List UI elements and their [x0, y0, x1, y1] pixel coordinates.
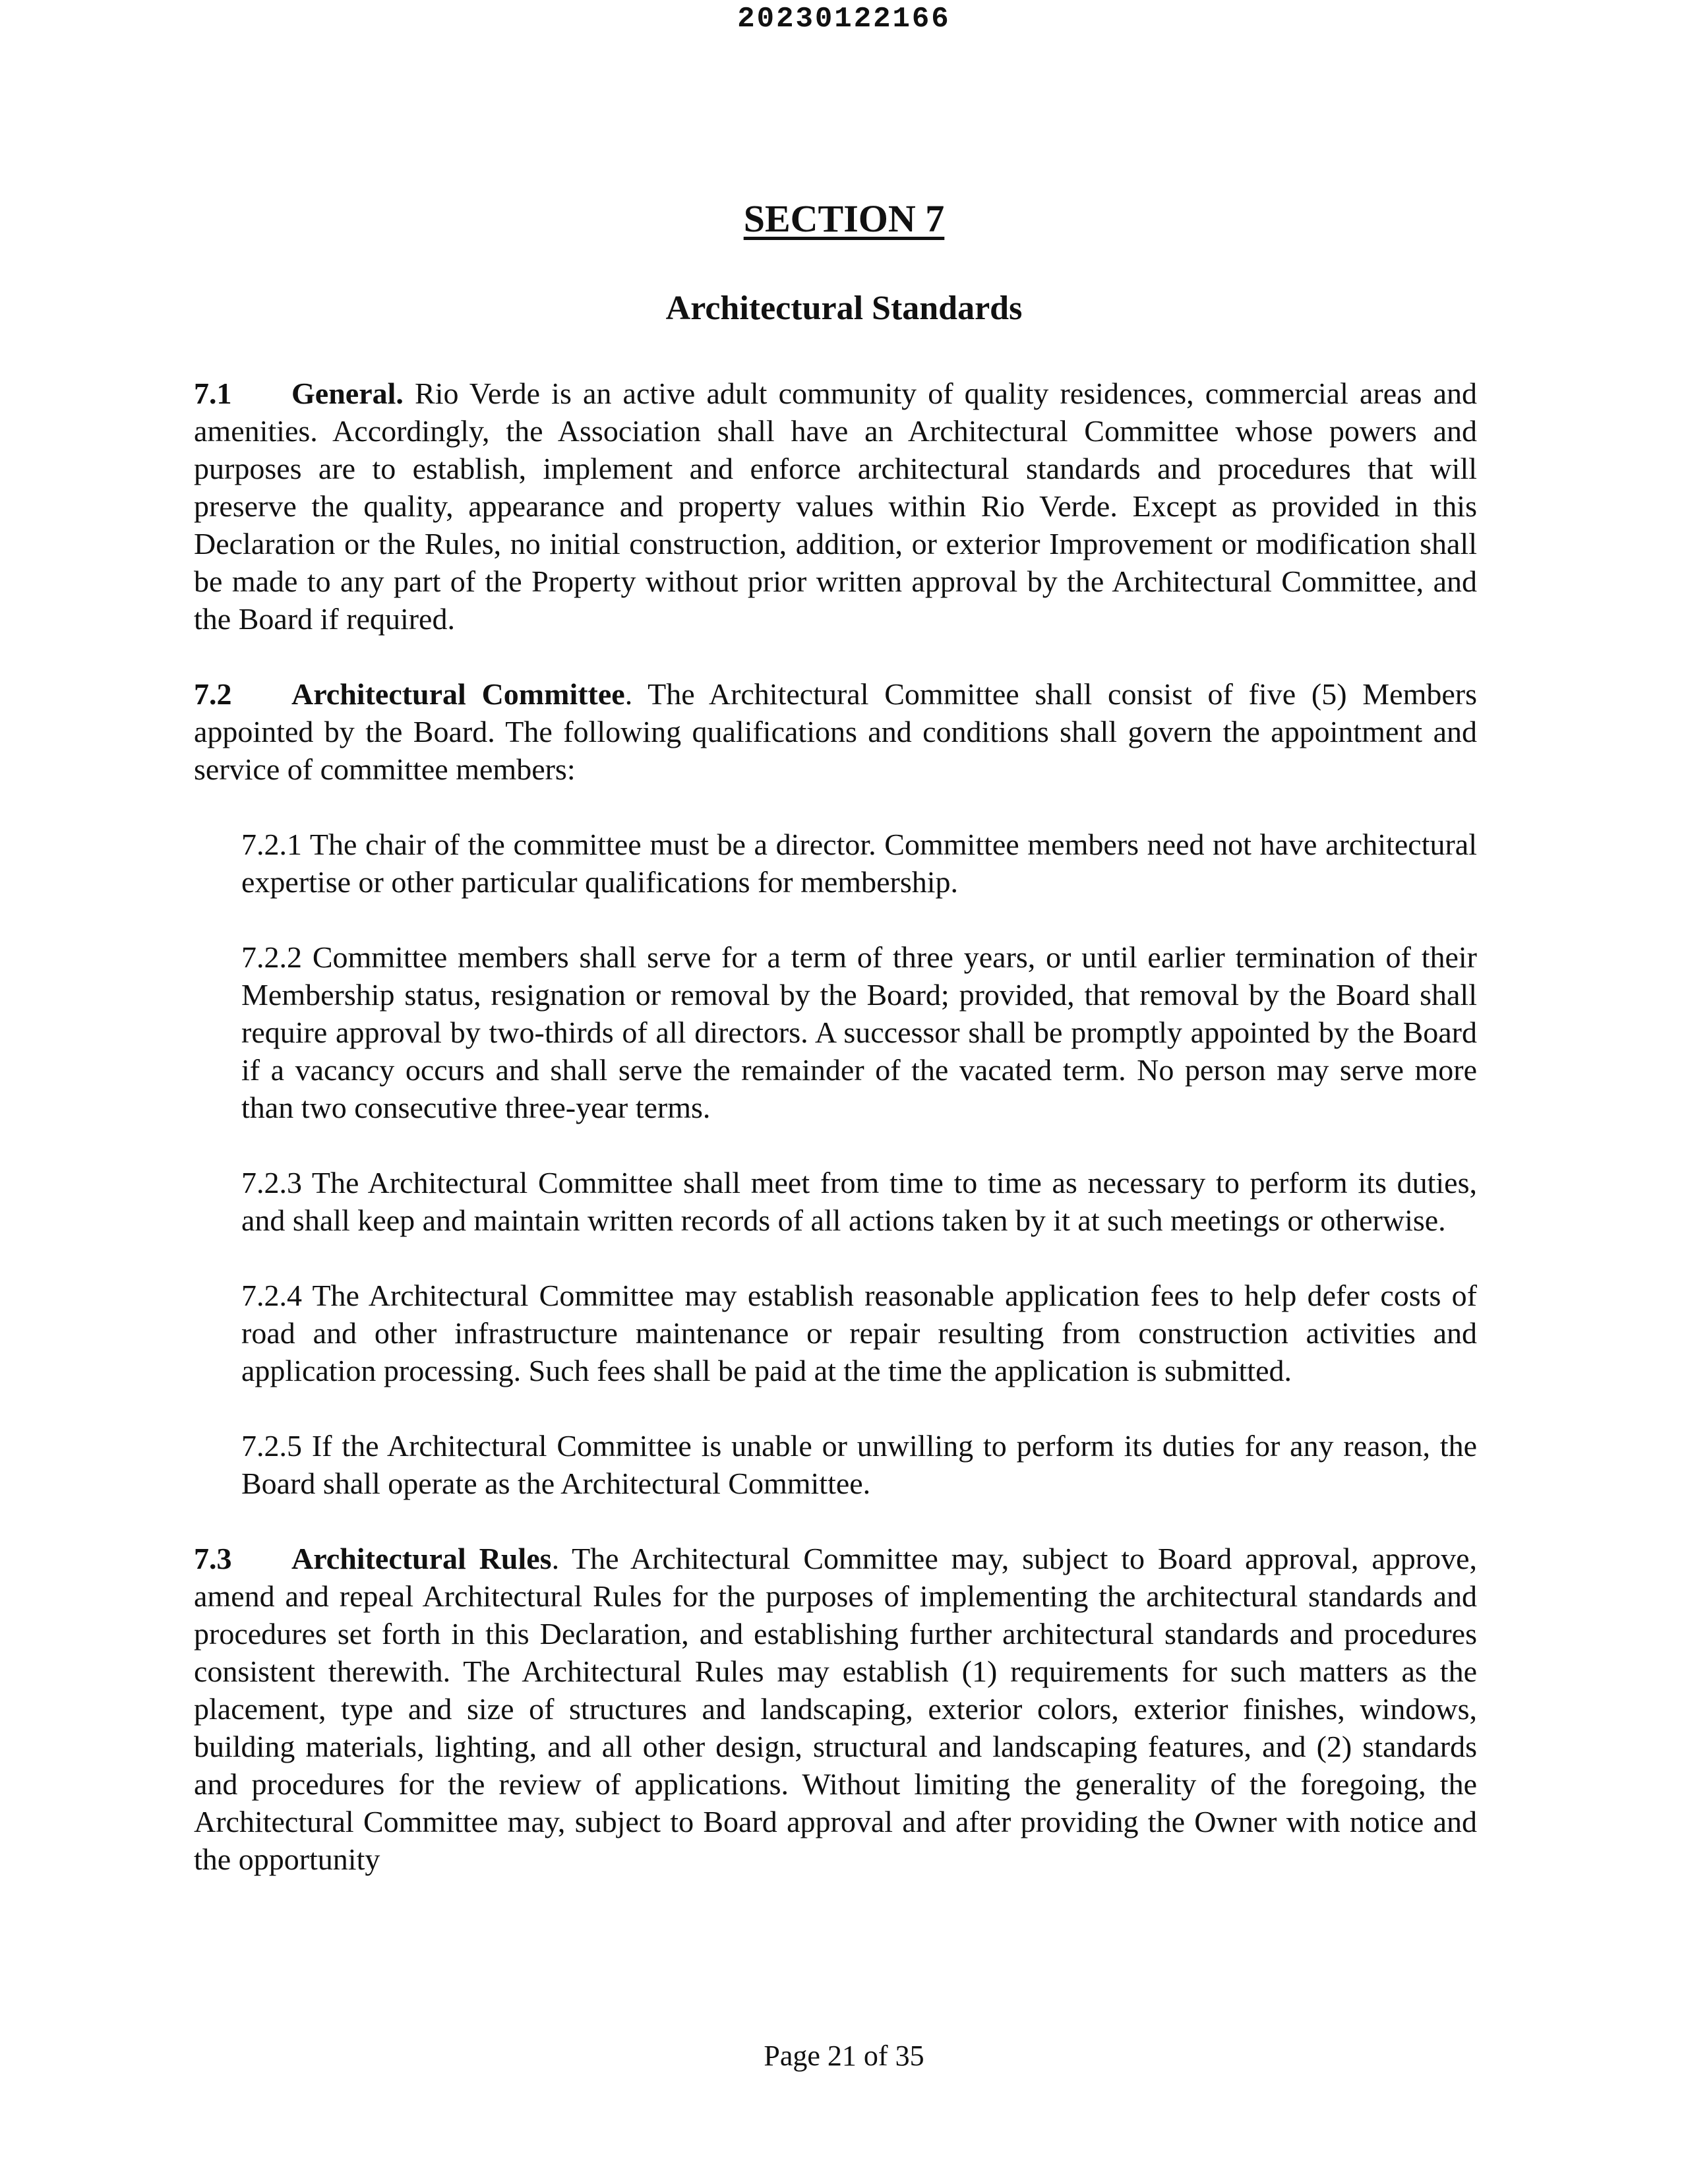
paragraph-text: . The Architectural Committee may, subject to Board approval, approve, amend and repeal Architectural Rules for the purposes of implementing the architectural standards and procedures set forth in this Declaration, and establishing further architectural standards and procedures consistent therewith. The Architectural Rules may establish (1) requirements for such matters as the placement, type and size of structures and landscaping, exterior colors, exterior finishes, windows, building materials, lighting, and all other design, structural and landscaping features, and (2) standards and procedures for the review of applications. Without limiting the generality of the foregoing, the Architectural Committee may, subject to Board approval and after providing the Owner with notice and the opportunity [194, 1542, 1478, 1876]
paragraph-number: 7.3 [194, 1542, 232, 1575]
subparagraph-7-2-5: 7.2.5 If the Architectural Committee is unable or unwilling to perform its duties for any reason, the Board shall operate as the Architectural Committee. [241, 1429, 1477, 1500]
paragraph-heading: General. [291, 377, 404, 410]
paragraph-7-2 [194, 675, 1477, 788]
paragraph-text: Rio Verde is an active adult community of quality residences, commercial areas and amenities. Accordingly, the Association shall have an Architectural Committee whose powers and purposes are to establish, implement and enforce architectural standards and procedures that will preserve the quality, appearance and property values within Rio Verde. Except as provided in this Declaration or the Rules, no initial construction, addition, or exterior Improvement or modification shall be made to any part of the Property without prior written approval by the Architectural Committee, and the Board if required. [194, 377, 1477, 636]
paragraph-number: 7.1 [194, 377, 232, 410]
paragraph-number: 7.2 [194, 677, 232, 711]
subparagraph-7-2-4: 7.2.4 The Architectural Committee may establish reasonable application fees to help defer costs of road and other infrastructure maintenance or repair resulting from construction activities and application processing. Such fees shall be paid at the time the application is submitted. [241, 1279, 1477, 1387]
document-body [194, 375, 1477, 1916]
page-number: Page 21 of 35 [764, 2040, 924, 2072]
subparagraph-7-2-2: 7.2.2 Committee members shall serve for a term of three years, or until earlier termination of their Membership status, resignation or removal by the Board; provided, that removal by the Board shall require approval by two-thirds of all directors. A successor shall be promptly appointed by the Board if a vacancy occurs and shall serve the remainder of the vacated term. No person may serve more than two consecutive three-year terms. [241, 940, 1477, 1124]
paragraph-heading: Architectural Rules [291, 1542, 552, 1575]
paragraph-text: . The Architectural Committee shall consist of five (5) Members appointed by the Board. The following qualifications and conditions shall govern the appointment and service of committee members: [194, 677, 1477, 786]
paragraph-heading: Architectural Committee [291, 677, 625, 711]
subparagraph-7-2-1: 7.2.1 The chair of the committee must be a director. Committee members need not have architectural expertise or other particular qualifications for membership. [241, 828, 1477, 899]
paragraph-7-1 [194, 375, 1477, 638]
section-subtitle: Architectural Standards [665, 289, 1023, 327]
recording-number: 20230122166 [737, 3, 951, 36]
section-title: SECTION 7 [743, 197, 945, 240]
subparagraph-7-2-3: 7.2.3 The Architectural Committee shall meet from time to time as necessary to perform its duties, and shall keep and maintain written records of all actions taken by it at such meetings or otherwise. [241, 1166, 1477, 1237]
paragraph-7-3 [194, 1540, 1477, 1878]
